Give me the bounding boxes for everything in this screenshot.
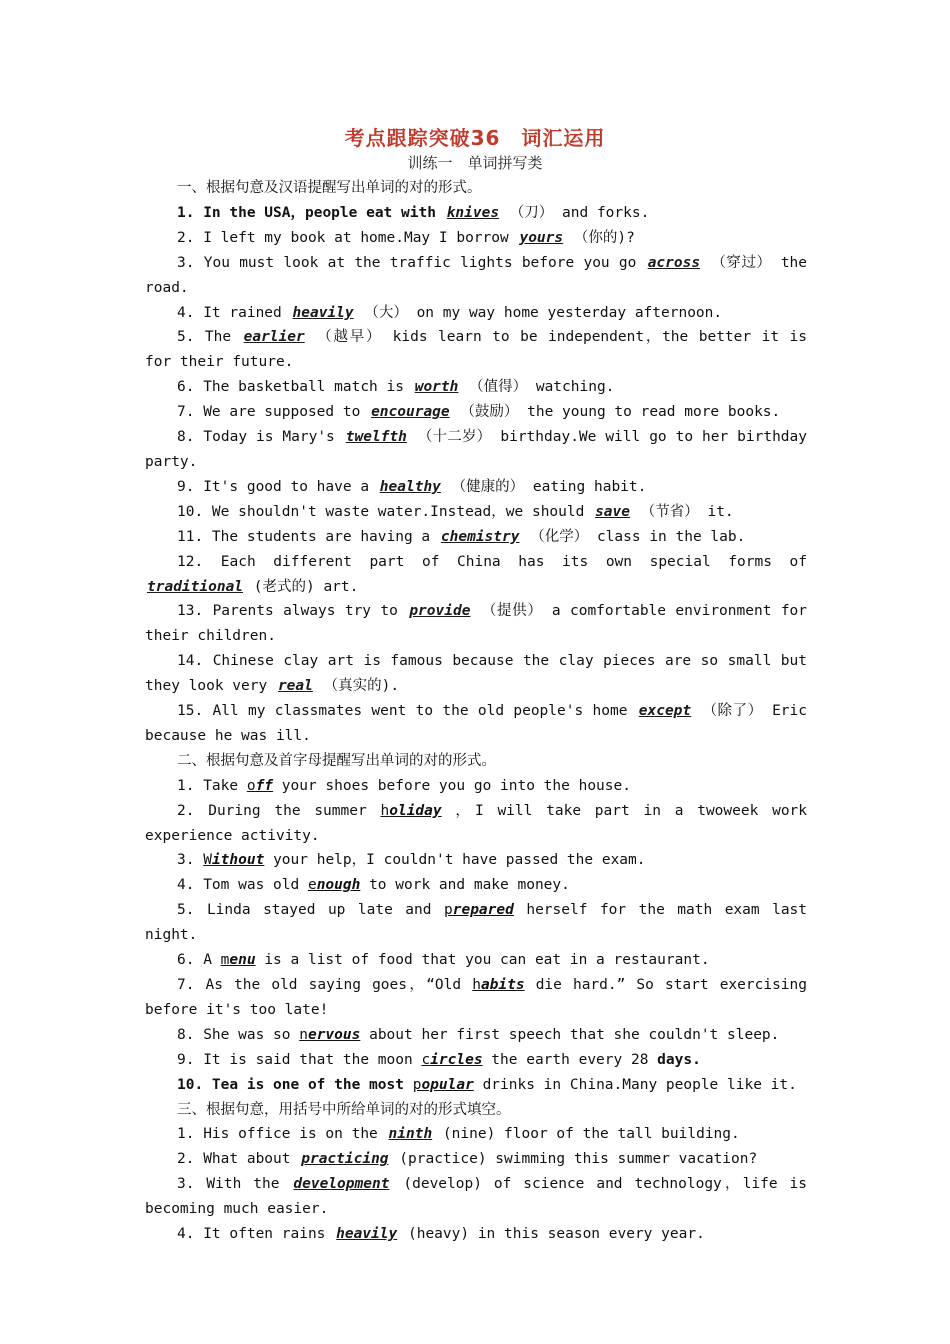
question-item (145, 525, 807, 550)
question-text: 14. Chinese clay art is famous because the clay pieces are so small but they look very (145, 653, 807, 695)
question-item (145, 873, 807, 898)
answer-blank (203, 852, 264, 868)
question-rest: （除了） Eric because he was ill. (145, 703, 807, 744)
question-item (145, 1222, 807, 1247)
question-text: 11. The students are having a (177, 528, 431, 545)
first-letter: W (203, 852, 212, 869)
answer-word: ff (255, 777, 274, 794)
answer-word: healthy (379, 478, 441, 495)
question-item (145, 1073, 807, 1098)
answer-blank (413, 1077, 474, 1093)
question-item (145, 1147, 807, 1172)
question-rest: herself for the math exam last night. (145, 902, 808, 944)
answer-word: worth (414, 379, 459, 396)
first-letter: p (412, 1076, 422, 1093)
question-item (145, 948, 807, 973)
question-rest: (nine) floor of the tall building. (442, 1126, 740, 1143)
answer-word: real (277, 678, 313, 695)
question-item (145, 898, 807, 948)
question-text: 2. During the summer (177, 802, 367, 819)
question-item (145, 500, 807, 525)
question-item (145, 599, 807, 649)
question-text: 10. We shouldn't waste water.Instead，we should (177, 503, 585, 520)
question-text: 6. A (177, 952, 212, 969)
question-rest: （值得） watching. (469, 379, 615, 396)
first-letter: m (220, 952, 230, 969)
question-text: 7. We are supposed to (177, 404, 361, 421)
first-letter: e (307, 877, 317, 894)
question-item (145, 799, 807, 849)
question-text: 8. She was so (177, 1026, 291, 1043)
question-text: 3. With the (177, 1176, 280, 1193)
question-rest: （刀） and forks. (509, 204, 650, 221)
question-rest: the earth every 28 (491, 1051, 649, 1068)
question-text: 13. Parents always try to (177, 603, 398, 620)
question-text: 7. As the old saying goes，“Old (177, 977, 462, 993)
answer-word: twelfth (345, 429, 407, 446)
question-item (145, 1048, 807, 1073)
question-item (145, 425, 807, 475)
answer-word: traditional (147, 578, 244, 595)
document-body (145, 176, 807, 1247)
first-letter: h (472, 977, 481, 993)
answer-word: ithout (211, 852, 265, 869)
answer-word: ervous (307, 1026, 361, 1043)
section-2-heading: 二、根据句意及首字母提醒写出单词的对的形式。 (177, 752, 496, 769)
question-rest: your shoes before you go into the house. (281, 777, 631, 794)
question-item (145, 375, 807, 400)
first-letter: o (246, 777, 256, 794)
question-text: 1. Take (177, 777, 239, 794)
section-3-list (145, 1122, 807, 1247)
question-rest: is a list of food that you can eat in a restaurant. (264, 952, 710, 969)
page-subtitle: 训练一 单词拼写类 (407, 154, 543, 172)
question-rest: （健康的） eating habit. (451, 478, 647, 495)
question-item (145, 649, 807, 699)
answer-blank (247, 778, 273, 794)
question-item (145, 301, 807, 326)
question-rest: （鼓励） the young to read more books. (460, 404, 781, 421)
question-rest: (老式的) art. (253, 578, 359, 595)
first-letter: p (444, 902, 453, 919)
question-text: 12. Each different part of China has its own special forms of (177, 553, 807, 570)
question-rest: （化学） class in the lab. (530, 528, 746, 545)
first-letter: h (380, 802, 390, 819)
question-item (145, 201, 807, 226)
answer-word: save (595, 503, 630, 520)
question-text: 8. Today is Mary's (177, 429, 335, 446)
answer-blank (221, 952, 256, 968)
question-text: 2. What about (177, 1151, 291, 1168)
answer-word: abits (480, 977, 525, 993)
section-3-heading: 三、根据句意，用括号中所给单词的对的形式填空。 (177, 1101, 511, 1118)
answer-word: yours (519, 229, 564, 246)
question-rest: ，I will take part in a twoweek work experience activity. (145, 802, 808, 844)
answer-word: nough (316, 877, 361, 894)
answer-word: repared (452, 902, 514, 919)
answer-word: across (647, 254, 701, 271)
answer-word: provide (409, 603, 471, 620)
answer-word: knives (446, 204, 500, 221)
answer-word: encourage (371, 404, 450, 421)
question-item (145, 400, 807, 425)
question-text: 10. Tea is one of the most (177, 1076, 404, 1093)
question-item (145, 1122, 807, 1147)
question-text: 9. It's good to have a (177, 478, 370, 495)
question-item (145, 699, 807, 749)
question-rest: （真实的). (323, 678, 400, 695)
answer-word: opular (421, 1076, 474, 1093)
question-text: 1. In the USA，people eat with (177, 204, 436, 221)
answer-word: earlier (243, 329, 305, 346)
answer-word: enu (229, 952, 256, 969)
section-1-heading: 一、根据句意及汉语提醒写出单词的对的形式。 (177, 180, 482, 196)
question-rest: （你的)? (573, 229, 635, 246)
answer-blank (381, 803, 442, 819)
question-item (145, 973, 807, 1023)
question-text: 2. I left my book at home.May I borrow (177, 229, 509, 246)
section-1-list (145, 201, 807, 749)
question-item (145, 1023, 807, 1048)
answer-word: oliday (389, 802, 442, 819)
answer-word: development (293, 1176, 390, 1193)
question-text: 1. His office is on the (177, 1126, 378, 1143)
answer-blank (299, 1027, 360, 1043)
question-rest: （十二岁） birthday.We will go to her birthday party. (145, 429, 807, 470)
question-rest: (develop) of science and technology，life is becoming much easier. (145, 1176, 808, 1218)
question-item (145, 550, 807, 600)
question-item (145, 251, 807, 301)
question-rest: about her first speech that she couldn't sleep. (369, 1026, 780, 1043)
answer-word: ninth (388, 1126, 433, 1143)
answer-blank (444, 902, 514, 918)
question-rest: （提供） a comfortable environment for their children. (145, 603, 808, 645)
section-2-list (145, 774, 807, 1098)
answer-blank (472, 977, 524, 993)
answer-word: chemistry (440, 528, 520, 545)
question-text: 3. (177, 852, 195, 869)
answer-blank (308, 877, 360, 893)
answer-word: practicing (301, 1151, 389, 1168)
question-text: 4. It often rains (177, 1226, 326, 1243)
question-rest: （节省） it. (640, 503, 734, 520)
question-rest: to work and make money. (369, 877, 570, 894)
question-text: 4. Tom was old (177, 877, 300, 894)
question-rest: （大） on my way home yesterday afternoon. (364, 304, 723, 321)
question-item (145, 848, 807, 873)
question-rest-bold: days. (657, 1051, 701, 1068)
question-text: 4. It rained (177, 304, 282, 321)
question-text: 3. You must look at the traffic lights before you go (177, 254, 637, 271)
answer-word: except (638, 703, 692, 720)
question-item (145, 774, 807, 799)
question-text: 6. The basketball match is (177, 379, 404, 396)
question-item (145, 475, 807, 500)
question-rest: die hard.” So start exercising before it's too late! (145, 977, 807, 1018)
question-item (145, 226, 807, 251)
question-rest: （越早） kids learn to be independent，the better it is for their future. (145, 329, 807, 371)
answer-word: heavily (292, 304, 354, 321)
question-rest: （穿过） the road. (145, 254, 808, 296)
question-text: 15. All my classmates went to the old people's home (177, 703, 628, 720)
question-rest: drinks in China.Many people like it. (482, 1076, 797, 1093)
first-letter: n (299, 1026, 308, 1043)
question-text: 5. Linda stayed up late and (177, 902, 432, 919)
answer-word: heavily (336, 1226, 398, 1243)
answer-blank (421, 1052, 482, 1068)
question-rest: (practice) swimming this summer vacation? (399, 1151, 758, 1168)
answer-word: ircles (430, 1051, 483, 1068)
question-rest: (heavy) in this season every year. (407, 1226, 705, 1243)
question-text: 9. It is said that the moon (177, 1051, 413, 1068)
question-item (145, 1172, 807, 1222)
question-rest: your help，I couldn't have passed the exam. (273, 852, 646, 869)
question-text: 5. The (177, 329, 232, 346)
first-letter: c (421, 1051, 431, 1068)
page-title: 考点跟踪突破36 词汇运用 (344, 126, 606, 150)
question-item (145, 325, 807, 375)
